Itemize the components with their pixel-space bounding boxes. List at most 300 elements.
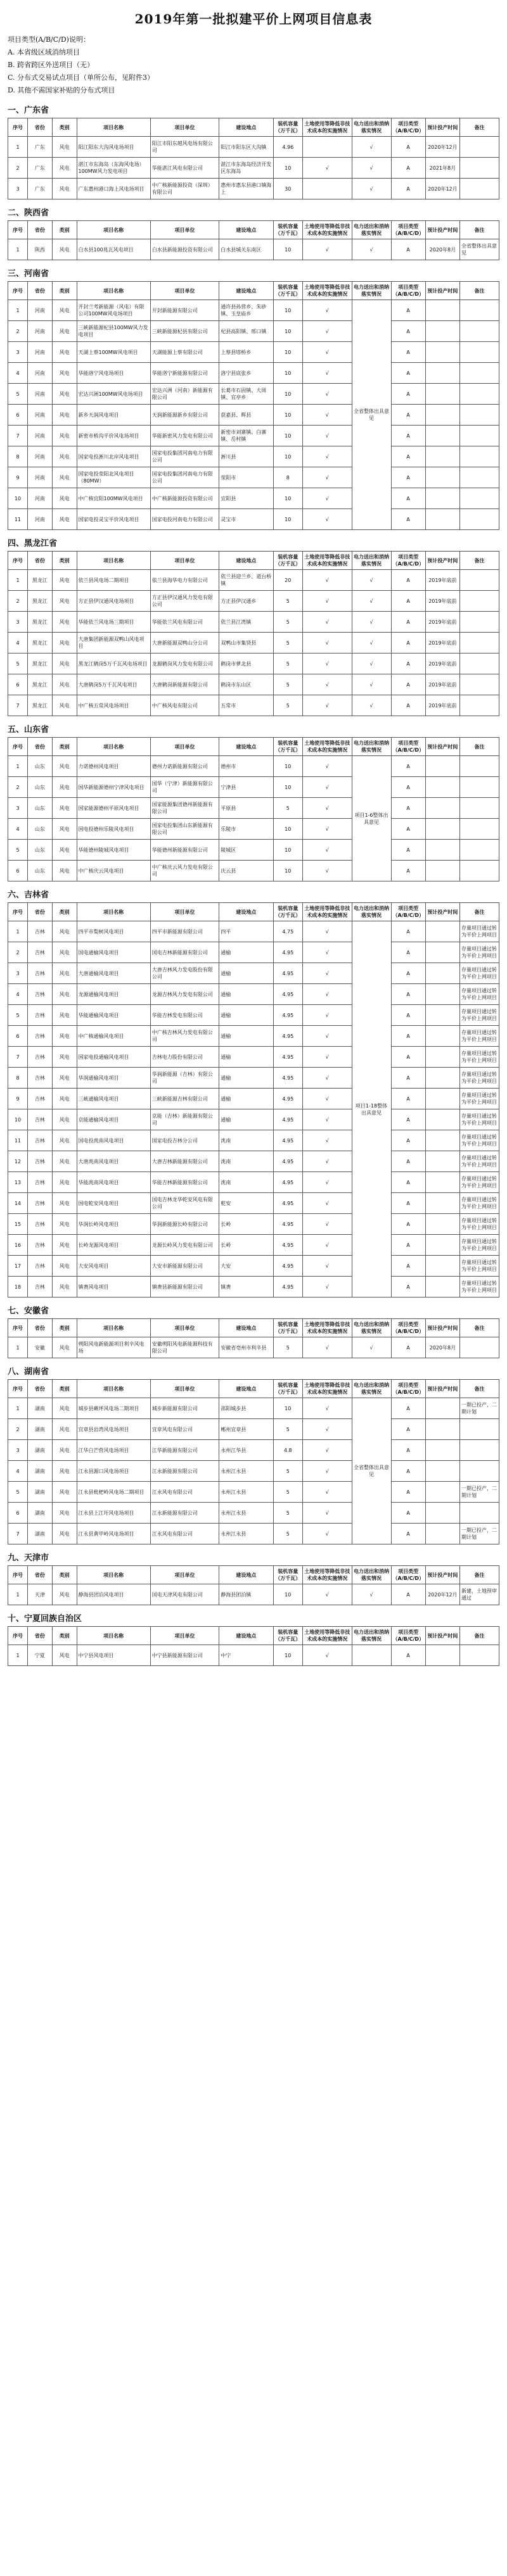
- cell-capacity: 5: [273, 1419, 303, 1440]
- cell-finish: 2019年底前: [425, 674, 459, 695]
- cell-type: 风电: [52, 467, 77, 488]
- cell-seq: 11: [8, 509, 28, 530]
- cell-grid-measure: √: [303, 819, 352, 840]
- cell-type: 风电: [52, 1256, 77, 1277]
- column-header-type: 类别: [52, 118, 77, 137]
- cell-type: 风电: [52, 137, 77, 158]
- cell-name: 华能洛宁风电场项目: [77, 363, 150, 384]
- column-header-type: 类别: [52, 221, 77, 239]
- column-header-grid-measure: 土地使用等降低非技术成本的实施情况: [303, 1380, 352, 1398]
- cell-site: 静海县团泊镇: [219, 1584, 273, 1605]
- cell-seq: 2: [8, 321, 28, 342]
- cell-type: 风电: [52, 591, 77, 612]
- cell-type: 风电: [52, 1214, 77, 1235]
- cell-note: [460, 777, 499, 798]
- cell-grid-measure: √: [303, 1461, 352, 1482]
- column-header-site: 建设地点: [219, 1566, 273, 1584]
- cell-finish: 2019年底前: [425, 570, 459, 591]
- column-header-unit: 项目单位: [150, 221, 219, 239]
- cell-capacity: 4.95: [273, 1109, 303, 1130]
- cell-unit: 中广核风电有限公司: [150, 695, 219, 716]
- table-row: [8, 1026, 499, 1047]
- cell-unit: 开封新能源有限公司: [150, 300, 219, 321]
- cell-name: 新密市桥沟平价风电场项目: [77, 426, 150, 446]
- column-header-site: 建设地点: [219, 1380, 273, 1398]
- cell-type: 风电: [52, 1109, 77, 1130]
- cell-ptype: A: [391, 426, 425, 446]
- cell-name: 三峡新能源杞县100MW风力发电项目: [77, 321, 150, 342]
- column-header-ptype: 项目类型（A/B/C/D）: [391, 118, 425, 137]
- cell-note: [460, 488, 499, 509]
- cell-site: 永州江永县: [219, 1461, 273, 1482]
- cell-ptype: A: [391, 1068, 425, 1089]
- table-row: [8, 405, 499, 426]
- cell-province: 安徽: [28, 1337, 53, 1358]
- cell-note: [460, 467, 499, 488]
- cell-type: 风电: [52, 798, 77, 819]
- cell-province: 广东: [28, 179, 53, 199]
- column-header-absorb: 电力送出和消纳落实情况: [352, 903, 391, 921]
- column-header-seq: 序号: [8, 552, 28, 570]
- cell-finish: [425, 1026, 459, 1047]
- cell-site: 通榆: [219, 963, 273, 984]
- cell-province: 山东: [28, 777, 53, 798]
- cell-name: 大唐通榆风电项目: [77, 963, 150, 984]
- cell-grid-measure: √: [303, 921, 352, 942]
- cell-note: [460, 321, 499, 342]
- column-header-type: 类别: [52, 552, 77, 570]
- cell-note: [460, 1440, 499, 1461]
- province-section: [8, 1612, 499, 1666]
- cell-finish: [425, 321, 459, 342]
- cell-capacity: 5: [273, 1337, 303, 1358]
- cell-capacity: 8: [273, 467, 303, 488]
- cell-site: 五常市: [219, 695, 273, 716]
- cell-seq: 6: [8, 861, 28, 881]
- column-header-site: 建设地点: [219, 221, 273, 239]
- cell-seq: 9: [8, 467, 28, 488]
- cell-site: 德州市: [219, 756, 273, 777]
- cell-finish: [425, 1068, 459, 1089]
- column-header-type: 类别: [52, 738, 77, 756]
- table-row: [8, 1214, 499, 1235]
- column-header-note: 备注: [460, 118, 499, 137]
- table-row: [8, 756, 499, 777]
- cell-grid-measure: √: [303, 695, 352, 716]
- cell-seq: 7: [8, 1524, 28, 1544]
- cell-name: 黑龙江鹤岗5万千瓦风电场项目: [77, 653, 150, 674]
- cell-province: 湖南: [28, 1503, 53, 1524]
- cell-seq: 1: [8, 1645, 28, 1666]
- cell-seq: 1: [8, 1584, 28, 1605]
- cell-ptype: A: [391, 1047, 425, 1068]
- cell-ptype: A: [391, 674, 425, 695]
- column-header-finish: 预计投产时间: [425, 903, 459, 921]
- cell-type: 风电: [52, 861, 77, 881]
- table-header-row: [8, 738, 499, 756]
- cell-unit: 大安市新能源有限公司: [150, 1256, 219, 1277]
- cell-name: 国电投洮南风电项目: [77, 1130, 150, 1151]
- column-header-name: 项目名称: [77, 738, 150, 756]
- cell-grid-measure: √: [303, 1109, 352, 1130]
- cell-note: 存量项目通过转为平价上网项目: [460, 1068, 499, 1089]
- column-header-province: 省份: [28, 118, 53, 137]
- table-row: [8, 509, 499, 530]
- projects-table: [8, 220, 499, 260]
- cell-grid-measure: [303, 137, 352, 158]
- cell-finish: [425, 963, 459, 984]
- cell-capacity: 10: [273, 363, 303, 384]
- column-header-site: 建设地点: [219, 282, 273, 300]
- cell-absorb-merged: 项目1-18整体出具意见: [352, 921, 391, 1297]
- cell-grid-measure: √: [303, 158, 352, 179]
- cell-unit: 龙源鹤岗风力发电有限公司: [150, 653, 219, 674]
- cell-ptype: A: [391, 1337, 425, 1358]
- cell-unit: 城步新能源有限公司: [150, 1398, 219, 1419]
- cell-grid-measure: √: [303, 1440, 352, 1461]
- table-header-row: [8, 1627, 499, 1645]
- cell-province: 吉林: [28, 1047, 53, 1068]
- cell-grid-measure: [303, 179, 352, 199]
- cell-unit: 宏达兴洲（河南）新能源有限公司: [150, 384, 219, 405]
- cell-note: [460, 861, 499, 881]
- cell-finish: [425, 1398, 459, 1419]
- cell-capacity: 4.75: [273, 921, 303, 942]
- table-row: [8, 570, 499, 591]
- cell-absorb: √: [352, 612, 391, 633]
- column-header-province: 省份: [28, 903, 53, 921]
- cell-site: 通榆: [219, 1026, 273, 1047]
- cell-seq: 18: [8, 1277, 28, 1297]
- cell-finish: [425, 756, 459, 777]
- cell-ptype: A: [391, 1172, 425, 1193]
- cell-unit: 天润新能源新乡有限公司: [150, 405, 219, 426]
- cell-name: 江永县枇杷岭风电场二期项目: [77, 1482, 150, 1503]
- cell-name: 阳江阳东大沟风电场项目: [77, 137, 150, 158]
- cell-note: [460, 798, 499, 819]
- cell-province: 湖南: [28, 1398, 53, 1419]
- cell-ptype: A: [391, 756, 425, 777]
- cell-name: 华润长岭风电项目: [77, 1214, 150, 1235]
- table-row: [8, 158, 499, 179]
- cell-grid-measure: √: [303, 756, 352, 777]
- cell-site: 长岭: [219, 1214, 273, 1235]
- cell-capacity: 4.95: [273, 1068, 303, 1089]
- cell-grid-measure: √: [303, 405, 352, 426]
- cell-name: 国家电投灵宝平价风电项目: [77, 509, 150, 530]
- cell-seq: 9: [8, 1089, 28, 1109]
- cell-grid-measure: √: [303, 1419, 352, 1440]
- column-header-site: 建设地点: [219, 118, 273, 137]
- column-header-ptype: 项目类型（A/B/C/D）: [391, 1627, 425, 1645]
- cell-finish: [425, 798, 459, 819]
- cell-name: 中广核庆云风电项目: [77, 861, 150, 881]
- cell-province: 广东: [28, 158, 53, 179]
- cell-site: 宜阳县: [219, 488, 273, 509]
- cell-province: 山东: [28, 756, 53, 777]
- cell-capacity: 5: [273, 633, 303, 653]
- cell-finish: 2019年底前: [425, 695, 459, 716]
- cell-grid-measure: √: [303, 963, 352, 984]
- cell-seq: 2: [8, 591, 28, 612]
- cell-ptype: A: [391, 777, 425, 798]
- cell-finish: 2019年底前: [425, 591, 459, 612]
- cell-province: 河南: [28, 446, 53, 467]
- cell-type: 风电: [52, 963, 77, 984]
- cell-note: [460, 653, 499, 674]
- cell-province: 黑龙江: [28, 633, 53, 653]
- cell-name: 国华新能源德州宁津风电项目: [77, 777, 150, 798]
- cell-capacity: 4.95: [273, 1151, 303, 1172]
- column-header-seq: 序号: [8, 1627, 28, 1645]
- cell-unit: 安徽朔阳风电新能源科技有限公司: [150, 1337, 219, 1358]
- cell-note: 存量项目通过转为平价上网项目: [460, 1277, 499, 1297]
- cell-name: 国电通榆风电项目: [77, 942, 150, 963]
- cell-note: [460, 633, 499, 653]
- column-header-capacity: 装机容量（万千瓦）: [273, 1627, 303, 1645]
- cell-capacity: 4.95: [273, 1026, 303, 1047]
- cell-capacity: 5: [273, 674, 303, 695]
- cell-type: 风电: [52, 179, 77, 199]
- column-header-unit: 项目单位: [150, 1566, 219, 1584]
- cell-finish: [425, 1047, 459, 1068]
- cell-type: 风电: [52, 1130, 77, 1151]
- cell-seq: 3: [8, 1440, 28, 1461]
- cell-finish: [425, 1524, 459, 1544]
- cell-site: 惠州市惠东县港口镇海上: [219, 179, 273, 199]
- table-row: [8, 653, 499, 674]
- cell-ptype: A: [391, 1584, 425, 1605]
- cell-type: 风电: [52, 239, 77, 260]
- cell-capacity: 10: [273, 756, 303, 777]
- cell-note: [460, 756, 499, 777]
- cell-province: 湖南: [28, 1461, 53, 1482]
- cell-capacity: 10: [273, 861, 303, 881]
- cell-seq: 12: [8, 1151, 28, 1172]
- cell-province: 山东: [28, 840, 53, 861]
- cell-ptype: A: [391, 1503, 425, 1524]
- cell-capacity: 10: [273, 321, 303, 342]
- table-row: [8, 1503, 499, 1524]
- table-header-row: [8, 1319, 499, 1337]
- table-row: [8, 179, 499, 199]
- cell-type: 风电: [52, 984, 77, 1005]
- cell-province: 湖南: [28, 1419, 53, 1440]
- cell-seq: 14: [8, 1193, 28, 1214]
- cell-note: [460, 1337, 499, 1358]
- column-header-province: 省份: [28, 1380, 53, 1398]
- cell-name: 中宁县风电项目: [77, 1645, 150, 1666]
- cell-absorb: √: [352, 1337, 391, 1358]
- cell-unit: 三峡新能源杞县有限公司: [150, 321, 219, 342]
- section-title: 七、安徽省: [8, 1306, 49, 1316]
- column-header-unit: 项目单位: [150, 118, 219, 137]
- cell-grid-measure: √: [303, 1047, 352, 1068]
- column-header-absorb: 电力送出和消纳落实情况: [352, 282, 391, 300]
- table-row: [8, 674, 499, 695]
- cell-ptype: A: [391, 591, 425, 612]
- cell-seq: 2: [8, 942, 28, 963]
- cell-finish: [425, 300, 459, 321]
- column-header-type: 类别: [52, 282, 77, 300]
- cell-name: 长岭龙源风电项目: [77, 1235, 150, 1256]
- cell-grid-measure: √: [303, 674, 352, 695]
- cell-capacity: 10: [273, 239, 303, 260]
- table-row: [8, 1277, 499, 1297]
- cell-finish: [425, 1419, 459, 1440]
- cell-grid-measure: √: [303, 384, 352, 405]
- projects-table: [8, 1379, 499, 1544]
- cell-seq: 4: [8, 984, 28, 1005]
- cell-seq: 4: [8, 633, 28, 653]
- cell-ptype: A: [391, 1026, 425, 1047]
- cell-site: 双鸭山市集贤县: [219, 633, 273, 653]
- cell-province: 吉林: [28, 1151, 53, 1172]
- cell-name: 三峡通榆风电项目: [77, 1089, 150, 1109]
- cell-name: 中广核五常风电场项目: [77, 695, 150, 716]
- cell-seq: 8: [8, 446, 28, 467]
- column-header-finish: 预计投产时间: [425, 1566, 459, 1584]
- column-header-type: 类别: [52, 1380, 77, 1398]
- table-header-row: [8, 221, 499, 239]
- cell-unit: 京能（吉林）新能源有限公司: [150, 1109, 219, 1130]
- cell-ptype: A: [391, 633, 425, 653]
- cell-finish: [425, 1645, 459, 1666]
- cell-ptype: A: [391, 1461, 425, 1482]
- cell-ptype: A: [391, 942, 425, 963]
- cell-capacity: 4.95: [273, 1235, 303, 1256]
- column-header-seq: 序号: [8, 1566, 28, 1584]
- cell-province: 河南: [28, 467, 53, 488]
- column-header-province: 省份: [28, 1319, 53, 1337]
- table-row: [8, 984, 499, 1005]
- cell-finish: [425, 363, 459, 384]
- column-header-capacity: 装机容量（万千瓦）: [273, 738, 303, 756]
- cell-absorb: √: [352, 653, 391, 674]
- cell-capacity: 4.95: [273, 942, 303, 963]
- cell-unit: 华能依兰风电有限公司: [150, 612, 219, 633]
- cell-unit: 中广核吉林风力发电有限公司: [150, 1026, 219, 1047]
- cell-province: 吉林: [28, 1256, 53, 1277]
- cell-note: [460, 384, 499, 405]
- cell-seq: 1: [8, 1337, 28, 1358]
- cell-seq: 4: [8, 363, 28, 384]
- cell-seq: 5: [8, 1482, 28, 1503]
- cell-site: 洮南: [219, 1130, 273, 1151]
- column-header-note: 备注: [460, 221, 499, 239]
- cell-name: 大唐鹤岗5万千瓦风电项目: [77, 674, 150, 695]
- cell-name: 京能通榆风电项目: [77, 1109, 150, 1130]
- column-header-seq: 序号: [8, 221, 28, 239]
- cell-note: [460, 158, 499, 179]
- cell-note: [460, 446, 499, 467]
- cell-type: 风电: [52, 921, 77, 942]
- province-section: [8, 267, 499, 530]
- column-header-name: 项目名称: [77, 1380, 150, 1398]
- cell-seq: 16: [8, 1235, 28, 1256]
- cell-site: 安徽省亳州市利辛县: [219, 1337, 273, 1358]
- cell-province: 黑龙江: [28, 674, 53, 695]
- table-header-row: [8, 118, 499, 137]
- cell-note: 存量项目通过转为平价上网项目: [460, 1256, 499, 1277]
- cell-site: 洮南: [219, 1172, 273, 1193]
- column-header-province: 省份: [28, 282, 53, 300]
- cell-capacity: 4.95: [273, 1130, 303, 1151]
- column-header-ptype: 项目类型（A/B/C/D）: [391, 1319, 425, 1337]
- cell-site: 长岭: [219, 1235, 273, 1256]
- cell-grid-measure: √: [303, 798, 352, 819]
- projects-table: [8, 1626, 499, 1666]
- cell-note: 存量项目通过转为平价上网项目: [460, 984, 499, 1005]
- cell-ptype: A: [391, 1440, 425, 1461]
- cell-seq: 5: [8, 840, 28, 861]
- cell-ptype: A: [391, 239, 425, 260]
- table-row: [8, 921, 499, 942]
- cell-grid-measure: √: [303, 840, 352, 861]
- column-header-province: 省份: [28, 221, 53, 239]
- cell-type: 风电: [52, 1524, 77, 1544]
- cell-province: 吉林: [28, 1089, 53, 1109]
- column-header-unit: 项目单位: [150, 1380, 219, 1398]
- cell-type: 风电: [52, 1193, 77, 1214]
- cell-unit: 国电天津风电有限公司: [150, 1584, 219, 1605]
- cell-absorb: [352, 1645, 391, 1666]
- cell-province: 河南: [28, 405, 53, 426]
- cell-province: 吉林: [28, 1026, 53, 1047]
- cell-grid-measure: √: [303, 1482, 352, 1503]
- cell-site: 荥阳市: [219, 467, 273, 488]
- column-header-absorb: 电力送出和消纳落实情况: [352, 552, 391, 570]
- cell-ptype: A: [391, 1214, 425, 1235]
- column-header-capacity: 装机容量（万千瓦）: [273, 552, 303, 570]
- province-section: [8, 536, 499, 716]
- cell-type: 风电: [52, 363, 77, 384]
- cell-unit: 大唐新能源双鸭山分公司: [150, 633, 219, 653]
- table-row: [8, 1130, 499, 1151]
- cell-grid-measure: √: [303, 363, 352, 384]
- table-row: [8, 963, 499, 984]
- column-header-type: 类别: [52, 1319, 77, 1337]
- cell-name: 宜章县岩湾风电场项目: [77, 1419, 150, 1440]
- cell-seq: 11: [8, 1130, 28, 1151]
- cell-grid-measure: √: [303, 633, 352, 653]
- table-row: [8, 1047, 499, 1068]
- cell-type: 风电: [52, 158, 77, 179]
- cell-seq: 3: [8, 179, 28, 199]
- cell-finish: [425, 1461, 459, 1482]
- section-title: 一、广东省: [8, 106, 49, 115]
- cell-name: 朔阳风电新能源项目利辛风电场: [77, 1337, 150, 1358]
- table-row: [8, 488, 499, 509]
- cell-type: 风电: [52, 509, 77, 530]
- cell-note: [460, 695, 499, 716]
- cell-province: 广东: [28, 137, 53, 158]
- table-row: [8, 137, 499, 158]
- cell-ptype: A: [391, 1109, 425, 1130]
- column-header-grid-measure: 土地使用等降低非技术成本的实施情况: [303, 221, 352, 239]
- cell-site: 镇赉: [219, 1277, 273, 1297]
- cell-type: 风电: [52, 1584, 77, 1605]
- cell-finish: [425, 777, 459, 798]
- table-row: [8, 1193, 499, 1214]
- cell-capacity: 5: [273, 653, 303, 674]
- cell-unit: 华能新密风力发电有限公司: [150, 426, 219, 446]
- cell-capacity: 5: [273, 1461, 303, 1482]
- cell-site: 中宁: [219, 1645, 273, 1666]
- cell-type: 风电: [52, 840, 77, 861]
- cell-unit: 华能洛宁新能源有限公司: [150, 363, 219, 384]
- cell-type: 风电: [52, 446, 77, 467]
